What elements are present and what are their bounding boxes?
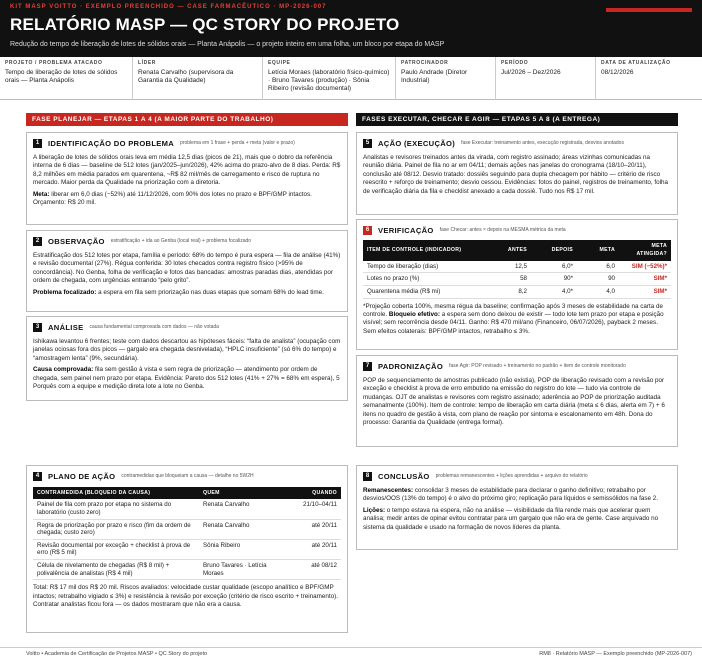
step-number: 1: [33, 139, 42, 148]
card-title: PLANO DE AÇÃO: [48, 471, 116, 481]
table-row: Lotes no prazo (%) 58 90* 90 SIM*: [363, 273, 671, 286]
table-header-row: ITEM DE CONTROLE (INDICADOR) ANTES DEPOIS META META ATINGIDA?: [363, 240, 671, 261]
page-subtitle: Redução do tempo de liberação de lotes de sólidos orais — Planta Anápolis — o projeto inteiro em uma folha, um bloco por etapa do MASP: [10, 41, 445, 48]
step-number: 3: [33, 323, 42, 332]
card-text: Ishikawa levantou 6 frentes; teste com dados descartou as hipóteses fáceis: “falta de analista” (ocupação com janelas ociosas fora dos picos — gargalo era chegada desnivelada), “HPLC insuficiente” (só 6% do tempo) e “amostragem lenta” (9%, secundária).: [33, 338, 341, 362]
block-label: Bloqueio efetivo:: [388, 311, 440, 318]
report-header: [0, 0, 702, 57]
meta-team: EQUIPE Letícia Moraes (laboratório físico-químico) · Bruno Tavares (produção) · Sônia Ribeiro (revisão documental): [263, 57, 396, 100]
card-subtitle: contramedidas que bloqueiam a causa — detalhe no 5W2H: [121, 473, 254, 479]
card-identification: [26, 132, 348, 225]
focus-label: Problema focalizado:: [33, 288, 97, 296]
meta-project: PROJETO / PROBLEMA ATACADO Tempo de liberação de lotes de sólidos orais — Planta Anápolis: [0, 57, 133, 100]
accent-bar: [606, 8, 692, 12]
lessons-text: o tempo estava na espera, não na análise — visibilidade da fila rende mais que acelerar quem analisa; medir antes de opinar evitou contratar para um gargalo que não era de gente. Case arquivado no sistema da qualidade e usado na formação de novos líderes da planta.: [363, 506, 659, 531]
meta-leader: LÍDER Renata Carvalho (supervisora da Garantia da Qualidade): [133, 57, 263, 100]
card-text: POP de sequenciamento de amostras publicado (não existia), POP de liberação revisado com a revisão por exceção e checklist à prova de erro embutido na emissão do registro do lote — tudo via controle de mudanças. OJT de analistas e revisores com registro assinado; aderência ao POP de priorização auditada semanalmente (100%). Item de controle: tempo de liberação em carta diária (meta ≤ 6 dias, alerta em 7) + 6 itens no quadro de gestão à vista, com plano de reação por sintoma e escalonamento em 48h. Dona do processo: Garantia da Qualidade (entrega formal).: [363, 377, 665, 427]
table-row: Revisão documental por exceção + checklist à prova de erro (R$ 5 mil) Sônia Ribeiro até 20/11: [33, 539, 341, 559]
action-plan-table: [33, 487, 341, 580]
card-execution: [356, 132, 678, 215]
card-text: A liberação de lotes de sólidos orais leva em média 12,5 dias (picos de 21), mais que o dobro da referência interna de 6 dias — baseline de 512 lotes (jan/2025–jun/2026), 42% acima do prazo-alvo de 8 dias. Perda: R$ 8,2 milhões em média parados em quarentena, ~R$ 82 mil/mês de carregamento e risco de ruptura no mercado. Maior perda da Qualidade na priorização com a diretoria.: [33, 154, 341, 187]
footer-left: Voitto • Academia de Certificação de Projetos MASP • QC Story do projeto: [26, 651, 208, 657]
card-analysis: [26, 316, 348, 401]
table-row: Quarentena média (R$ mi) 8,2 4,0* 4,0 SIM*: [363, 286, 671, 299]
projection-note: *Projeção coberta 100%, mesma régua da baseline; confirmação após 3 meses de estabilidade na carta de controle.: [363, 302, 663, 318]
meta-sponsor: PATROCINADOR Paulo Andrade (Diretor Industrial): [396, 57, 496, 100]
card-text: Analistas e revisores treinados antes da virada, com registro assinado; áreas vizinhas comunicadas na reunião diária. Painel de fila no ar em 04/11; demais ações nas janelas do cronograma (18/10–20/11), conclusão até 08/12. Desvio tratado: dossiês seguindo para dupla checagem por hábito — critério de risco reescrito + reforço de treinamento; desvio cessou. Evidências: fotos do painel, registros de treinamento, folha de verificação diária da fila e checklist anexado a cada dossiê. Tudo nos R$ 17 mil.: [363, 154, 669, 195]
card-subtitle: problema em 1 frase + perda + meta (valor e prazo): [180, 140, 295, 146]
kicker: KIT MASP VOITTO · EXEMPLO PREENCHIDO — CASE FARMACÊUTICO · MP-2026-007: [10, 4, 327, 10]
step-number: 7: [363, 362, 372, 371]
meta-update-date: DATA DE ATUALIZAÇÃO 08/12/2026: [601, 60, 671, 76]
card-conclusion: [356, 465, 678, 550]
step-number: 8: [363, 472, 372, 481]
meta-text: liberar em 6,0 dias (−52%) até 11/12/2026, com 90% dos lotes no prazo e BPF/GMP intactos. Orçamento: R$ 20 mil.: [33, 190, 312, 207]
meta-label: Meta:: [33, 190, 50, 198]
cause-text: fila sem gestão à vista e sem regra de priorização — atendimento por ordem de chegada, sem painel nem prazo por etapa. Evidência: Pareto dos 512 lotes (41% + 27% = 68% em espera), 5 Porquês com a equipe e medição direta lote a lote no Genba.: [33, 366, 340, 391]
step-number: 5: [363, 139, 372, 148]
card-title: ANÁLISE: [48, 322, 84, 332]
step-number: 4: [33, 472, 42, 481]
card-title: AÇÃO (EXECUÇÃO): [378, 138, 456, 148]
card-title: CONCLUSÃO: [378, 471, 430, 481]
card-subtitle: causa fundamental comprovada com dados — não votada: [89, 324, 219, 330]
table-row: Tempo de liberação (dias) 12,5 6,0* 6,0 SIM (−52%)*: [363, 261, 671, 273]
phase-band-plan: FASE PLANEJAR — ETAPAS 1 A 4 (A MAIOR PARTE DO TRABALHO): [26, 113, 348, 126]
footer-right: RM8 · Relatório MASP — Exemplo preenchido (MP-2026-007): [539, 651, 692, 657]
remaining-text: consolidar 3 meses de estabilidade para declarar o ganho definitivo; retrabalho por desvios/OOS (13% do tempo) é o alvo do próximo giro; replicação para líquidos e semissólidos na fase 2.: [363, 487, 659, 503]
card-action-plan: [26, 465, 348, 633]
step-number: 2: [33, 237, 42, 246]
step-number: 6: [363, 226, 372, 235]
card-title: OBSERVAÇÃO: [48, 236, 105, 246]
card-subtitle: estratificação + ida ao Genba (local real) + problema focalizado: [110, 238, 252, 244]
page-footer: [0, 647, 702, 659]
phase-band-execute: FASES EXECUTAR, CHECAR E AGIR — ETAPAS 5 A 8 (A ENTREGA): [356, 113, 678, 126]
focus-text: a espera em fila sem priorização nas duas etapas que somam 68% do lead time.: [98, 288, 324, 296]
page-title: RELATÓRIO MASP — QC STORY DO PROJETO: [10, 15, 400, 34]
block-text: a espera sem dono deixou de existir — todo lote tem prazo por etapa e posição visível; sem recorrência desde 04/11. Ganho: R$ 470 mil/ano (Financeiro, 06/07/2026), payback 2 meses. Sem efeitos colaterais: BPF/GMP intactos, retrabalho ≤ 3%.: [363, 311, 664, 335]
table-row: Célula de nivelamento de chegadas (R$ 8 mil) + polivalência de analistas (R$ 4 mil) Bruno Tavares · Letícia Moraes até 08/12: [33, 559, 341, 579]
card-subtitle: fase Agir: POP revisado + treinamento no padrão + item de controle monitorado: [449, 363, 626, 369]
table-row: Regra de priorização por prazo e risco (fim da ordem de chegada; custo zero) Renata Carvalho até 20/11: [33, 519, 341, 539]
card-subtitle: fase Executar: treinamento antes, execução registrada, desvios anotados: [461, 140, 624, 146]
table-row: Painel de fila com prazo por etapa no sistema do laboratório (custo zero) Renata Carvalho 21/10–04/11: [33, 499, 341, 519]
card-subtitle: fase Checar: antes × depois na MESMA métrica da meta: [439, 227, 566, 233]
verification-table: [363, 240, 671, 299]
card-title: PADRONIZAÇÃO: [378, 361, 444, 371]
project-meta: [0, 57, 702, 100]
lessons-label: Lições:: [363, 506, 386, 514]
card-verification: [356, 219, 678, 350]
card-title: IDENTIFICAÇÃO DO PROBLEMA: [48, 138, 175, 148]
card-subtitle: problemas remanescentes + lições aprendidas + arquivo do relatório: [435, 473, 588, 479]
card-title: VERIFICAÇÃO: [378, 225, 434, 235]
meta-period: PERÍODO Jul/2026 – Dez/2026: [496, 57, 596, 100]
card-text: Estratificação dos 512 lotes por etapa, família e período: 68% do tempo é pura espera — fila de análise (41%) e revisão documental (27%). Régua conferida: 30 lotes checados contra registro físico (>95% de concordância). No Genba, folha de verificação e fotos das bancadas: amostras paradas dias, atendidas por ordem de chegada, com urgências entrando “pelo grito”.: [33, 252, 341, 285]
card-observation: [26, 230, 348, 312]
table-header-row: CONTRAMEDIDA (BLOQUEIO DA CAUSA) QUEM QUANDO: [33, 487, 341, 499]
cause-label: Causa comprovada:: [33, 366, 94, 374]
remaining-label: Remanescentes:: [363, 487, 414, 494]
plan-total: Total: R$ 17 mil dos R$ 20 mil. Riscos avaliados: velocidade custar qualidade (escopo analítico e BPF/GMP intactos; retrabalho vigiado ≤ 3%) e resistência à revisão por exceção (critério de risco escrito + treinamento). Contratar analistas ficou fora — os dados mostraram que não era a causa.: [33, 584, 338, 608]
card-standardization: [356, 355, 678, 447]
